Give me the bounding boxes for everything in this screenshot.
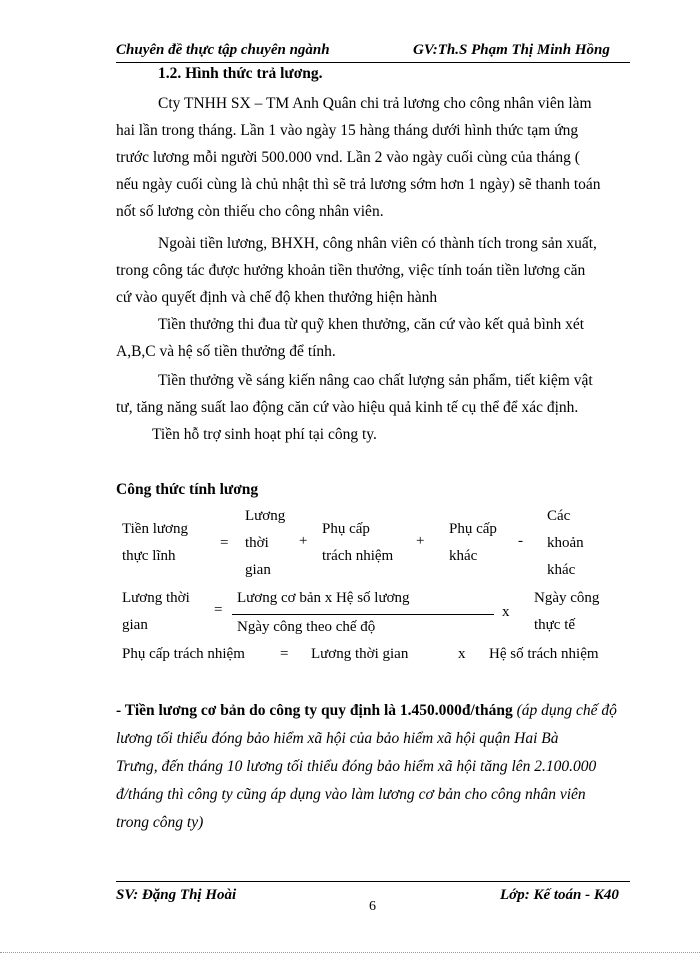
- note-line5: trong công ty): [116, 814, 204, 831]
- row1-lhs-line1: Tiền lương: [122, 521, 188, 537]
- row3-mid: Lương thời gian: [311, 646, 409, 662]
- row2-numerator: Lương cơ bản x Hệ số lương: [237, 590, 410, 606]
- para1-line1: Cty TNHH SX – TM Anh Quân chi trả lương cho công nhân viên làm: [158, 95, 592, 112]
- note-lead: - Tiền lương cơ bản do công ty quy định là 1.450.000đ/tháng: [116, 702, 513, 719]
- row1-t1-line2: thời: [245, 535, 269, 551]
- row2-eq: =: [214, 602, 223, 618]
- para1-line5: nốt số lương còn thiếu cho công nhân viên.: [116, 203, 384, 220]
- row2-lhs-line2: gian: [122, 617, 148, 633]
- para2-line1: Ngoài tiền lương, BHXH, công nhân viên có thành tích trong sản xuất,: [158, 235, 597, 252]
- note-line4: đ/tháng thì công ty cũng áp dụng vào làm lương cơ bản cho công nhân viên: [116, 786, 586, 803]
- row2-lhs-line1: Lương thời: [122, 590, 190, 606]
- para1-line4: nếu ngày cuối cùng là chủ nhật thì sẽ trả lương sớm hơn 1 ngày) sẽ thanh toán: [116, 176, 601, 193]
- row1-t4-line2: khoản: [547, 535, 584, 551]
- page-number: 6: [369, 899, 376, 914]
- para4-line1: Tiền thưởng về sáng kiến nâng cao chất lượng sản phẩm, tiết kiệm vật: [158, 372, 593, 389]
- row1-t4-line1: Các: [547, 508, 571, 524]
- header-left: Chuyên đề thực tập chuyên ngành: [116, 42, 330, 58]
- row1-t1-line3: gian: [245, 562, 271, 578]
- row1-minus: -: [518, 533, 523, 549]
- row1-t2-line2: trách nhiệm: [322, 548, 394, 564]
- para3-line2: A,B,C và hệ số tiền thưởng để tính.: [116, 343, 336, 360]
- para5: Tiền hỗ trợ sinh hoạt phí tại công ty.: [152, 426, 377, 443]
- page-edge-dots: [0, 952, 700, 953]
- para2-line2: trong công tác được hưởng khoản tiền thưởng, việc tính toán tiền lương căn: [116, 262, 586, 279]
- row3-times: x: [458, 646, 466, 662]
- row1-t4-line3: khác: [547, 562, 576, 578]
- note-italic-first: (áp dụng chế độ: [516, 702, 617, 719]
- row2-denominator: Ngày công theo chế độ: [237, 619, 376, 635]
- row1-t1-line1: Lương: [245, 508, 286, 524]
- header-right: GV:Th.S Phạm Thị Minh Hồng: [413, 42, 610, 58]
- formula-title: Công thức tính lương: [116, 481, 259, 498]
- note-line3: Trưng, đến tháng 10 lương tối thiểu đóng bảo hiểm xã hội tăng lên 2.100.000: [116, 758, 597, 775]
- row2-times: x: [502, 604, 510, 620]
- para2-line3: cứ vào quyết định và chế độ khen thưởng hiện hành: [116, 289, 438, 306]
- para1-line2: hai lần trong tháng. Lần 1 vào ngày 15 hàng tháng dưới hình thức tạm ứng: [116, 122, 579, 139]
- row1-t3-line2: khác: [449, 548, 478, 564]
- footer-rule: [116, 881, 630, 882]
- row3-lhs: Phụ cấp trách nhiệm: [122, 646, 245, 662]
- row1-plus1: +: [299, 533, 308, 549]
- para1-line3: trước lương mỗi người 500.000 vnd. Lần 2 vào ngày cuối cùng của tháng (: [116, 149, 580, 166]
- section-heading: 1.2. Hình thức trả lương.: [158, 65, 323, 82]
- row1-lhs-line2: thực lĩnh: [122, 548, 176, 564]
- footer-right: Lớp: Kế toán - K40: [500, 887, 619, 903]
- row3-rhs: Hệ số trách nhiệm: [489, 646, 599, 662]
- row1-t2-line1: Phụ cấp: [322, 521, 370, 537]
- note-line2: lương tối thiểu đóng bảo hiểm xã hội của bảo hiểm xã hội quận Hai Bà: [116, 730, 559, 747]
- row1-t3-line1: Phụ cấp: [449, 521, 497, 537]
- para3-line1: Tiền thưởng thi đua từ quỹ khen thưởng, căn cứ vào kết quả bình xét: [158, 316, 585, 333]
- row2-rhs-line1: Ngày công: [534, 590, 600, 606]
- row1-eq: =: [220, 535, 229, 551]
- row3-eq: =: [280, 646, 289, 662]
- note-line1: [116, 697, 617, 724]
- row2-rhs-line2: thực tế: [534, 617, 576, 633]
- row1-plus2: +: [416, 533, 425, 549]
- para4-line2: tư, tăng năng suất lao động căn cứ vào hiệu quả kinh tế cụ thể để xác định.: [116, 399, 579, 416]
- fraction-bar: [232, 614, 494, 615]
- footer-left: SV: Đặng Thị Hoài: [116, 887, 237, 903]
